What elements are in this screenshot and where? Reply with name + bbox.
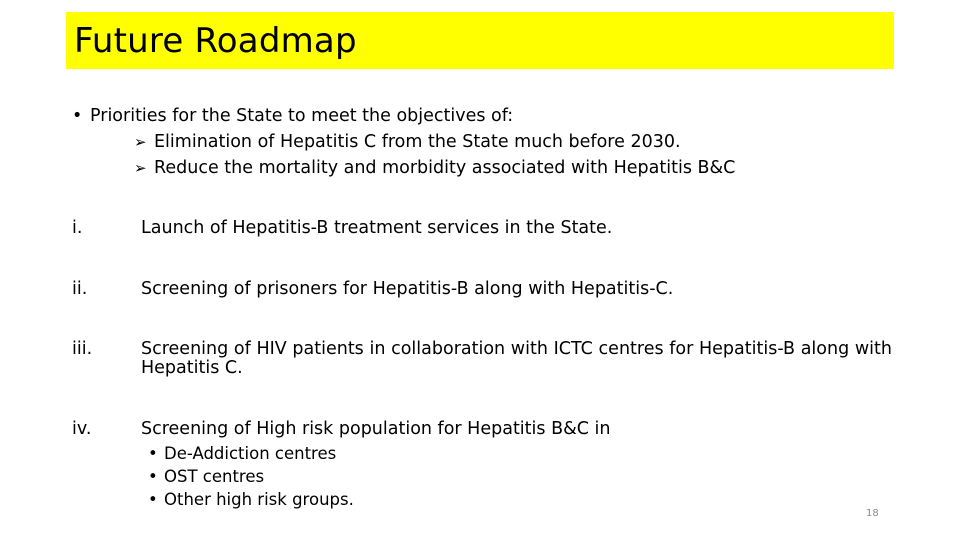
sub-list-item bbox=[148, 442, 354, 465]
objective-text: Elimination of Hepatitis C from the State much before 2030. bbox=[154, 132, 681, 152]
sub-list-item bbox=[148, 488, 354, 511]
intro-bullet-line bbox=[72, 103, 912, 129]
slide-title: Future Roadmap bbox=[74, 20, 357, 61]
roadmap-item bbox=[72, 280, 892, 299]
item-text: Launch of Hepatitis-B treatment services in the State. bbox=[141, 218, 613, 238]
sub-item-text: OST centres bbox=[164, 467, 265, 486]
title-bar bbox=[66, 12, 894, 69]
bullet-icon: • bbox=[72, 106, 83, 126]
sub-list-item bbox=[148, 465, 354, 488]
sub-item-text: De-Addiction centres bbox=[164, 444, 337, 463]
objective-item bbox=[72, 155, 912, 181]
item-number: ii. bbox=[72, 279, 88, 299]
bullet-icon: • bbox=[148, 444, 158, 463]
item-number: i. bbox=[72, 218, 83, 238]
arrow-right-icon: ➢ bbox=[134, 159, 147, 177]
roadmap-item bbox=[72, 219, 892, 238]
intro-section bbox=[72, 103, 912, 181]
item-text: Screening of HIV patients in collaboration with ICTC centres for Hepatitis-B along with Hepatitis C. bbox=[141, 339, 892, 378]
item-text: Screening of prisoners for Hepatitis-B along with Hepatitis-C. bbox=[141, 279, 674, 299]
sub-item-text: Other high risk groups. bbox=[164, 490, 354, 509]
bullet-icon: • bbox=[148, 490, 158, 509]
item-text: Screening of High risk population for Hepatitis B&C in bbox=[141, 419, 611, 439]
bullet-icon: • bbox=[148, 467, 158, 486]
roadmap-item bbox=[72, 420, 892, 439]
objective-item bbox=[72, 129, 912, 155]
item-number: iv. bbox=[72, 419, 92, 439]
page-number: 18 bbox=[866, 508, 879, 519]
sub-list bbox=[148, 442, 354, 511]
item-number: iii. bbox=[72, 339, 93, 359]
intro-text: Priorities for the State to meet the objectives of: bbox=[90, 106, 514, 126]
roadmap-item bbox=[72, 340, 892, 378]
objective-text: Reduce the mortality and morbidity associated with Hepatitis B&C bbox=[154, 158, 736, 178]
arrow-right-icon: ➢ bbox=[134, 133, 147, 151]
